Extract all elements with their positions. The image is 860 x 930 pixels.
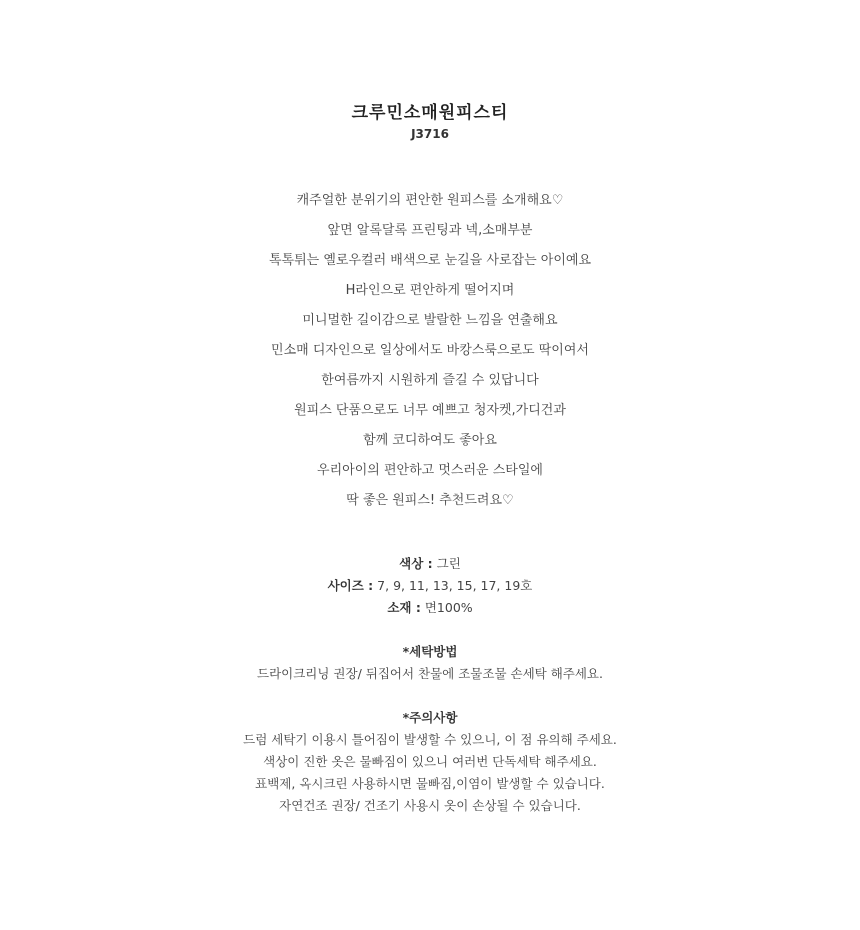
spec-sizes-label: 사이즈 :	[327, 578, 374, 593]
description-line: 우리아이의 편안하고 멋스러운 스타일에	[317, 463, 543, 478]
washing-heading: *세탁방법	[402, 644, 458, 659]
product-name: 크루민소매원피스티	[351, 103, 509, 123]
product-description	[0, 186, 860, 516]
caution-heading: *주의사항	[402, 710, 458, 725]
description-line: 캐주얼한 분위기의 편안한 원피스를 소개해요♡	[296, 193, 564, 208]
description-line: 앞면 알록달록 프린팅과 넥,소매부분	[327, 223, 533, 238]
spec-color-value: 그린	[436, 556, 461, 571]
product-code: J3716	[411, 127, 449, 141]
spec-material-label: 소재 :	[387, 600, 421, 615]
spec-color	[0, 553, 860, 575]
description-line: 톡톡튀는 옐로우컬러 배색으로 눈길을 사로잡는 아이예요	[268, 253, 592, 268]
description-line: 민소매 디자인으로 일상에서도 바캉스룩으로도 딱이여서	[271, 343, 589, 358]
caution-line: 자연건조 권장/ 건조기 사용시 옷이 손상될 수 있습니다.	[279, 798, 581, 813]
caution-line: 색상이 진한 옷은 물빠짐이 있으니 여러번 단독세탁 해주세요.	[263, 754, 597, 769]
spec-sizes	[0, 575, 860, 597]
caution-line: 드럼 세탁기 이용시 틀어짐이 발생할 수 있으니, 이 점 유의해 주세요.	[243, 732, 617, 747]
spec-sizes-value: 7, 9, 11, 13, 15, 17, 19호	[377, 578, 533, 593]
description-line: H라인으로 편안하게 떨어지며	[345, 283, 515, 298]
description-line: 딱 좋은 원피스! 추천드려요♡	[346, 493, 514, 508]
product-specs	[0, 553, 860, 619]
washing-instructions	[0, 641, 860, 685]
description-line: 한여름까지 시원하게 즐길 수 있답니다	[321, 373, 539, 388]
caution-line: 표백제, 옥시크린 사용하시면 물빠짐,이염이 발생할 수 있습니다.	[255, 776, 605, 791]
description-line: 원피스 단품으로도 너무 예쁘고 청자켓,가디건과	[294, 403, 566, 418]
description-line: 미니멀한 길이감으로 발랄한 느낌을 연출해요	[302, 313, 558, 328]
spec-material	[0, 597, 860, 619]
spec-color-label: 색상 :	[399, 556, 433, 571]
spec-material-value: 면100%	[424, 600, 473, 615]
description-line: 함께 코디하여도 좋아요	[363, 433, 497, 448]
caution-notes	[0, 707, 860, 817]
washing-line: 드라이크리닝 권장/ 뒤집어서 찬물에 조물조물 손세탁 해주세요.	[257, 666, 603, 681]
